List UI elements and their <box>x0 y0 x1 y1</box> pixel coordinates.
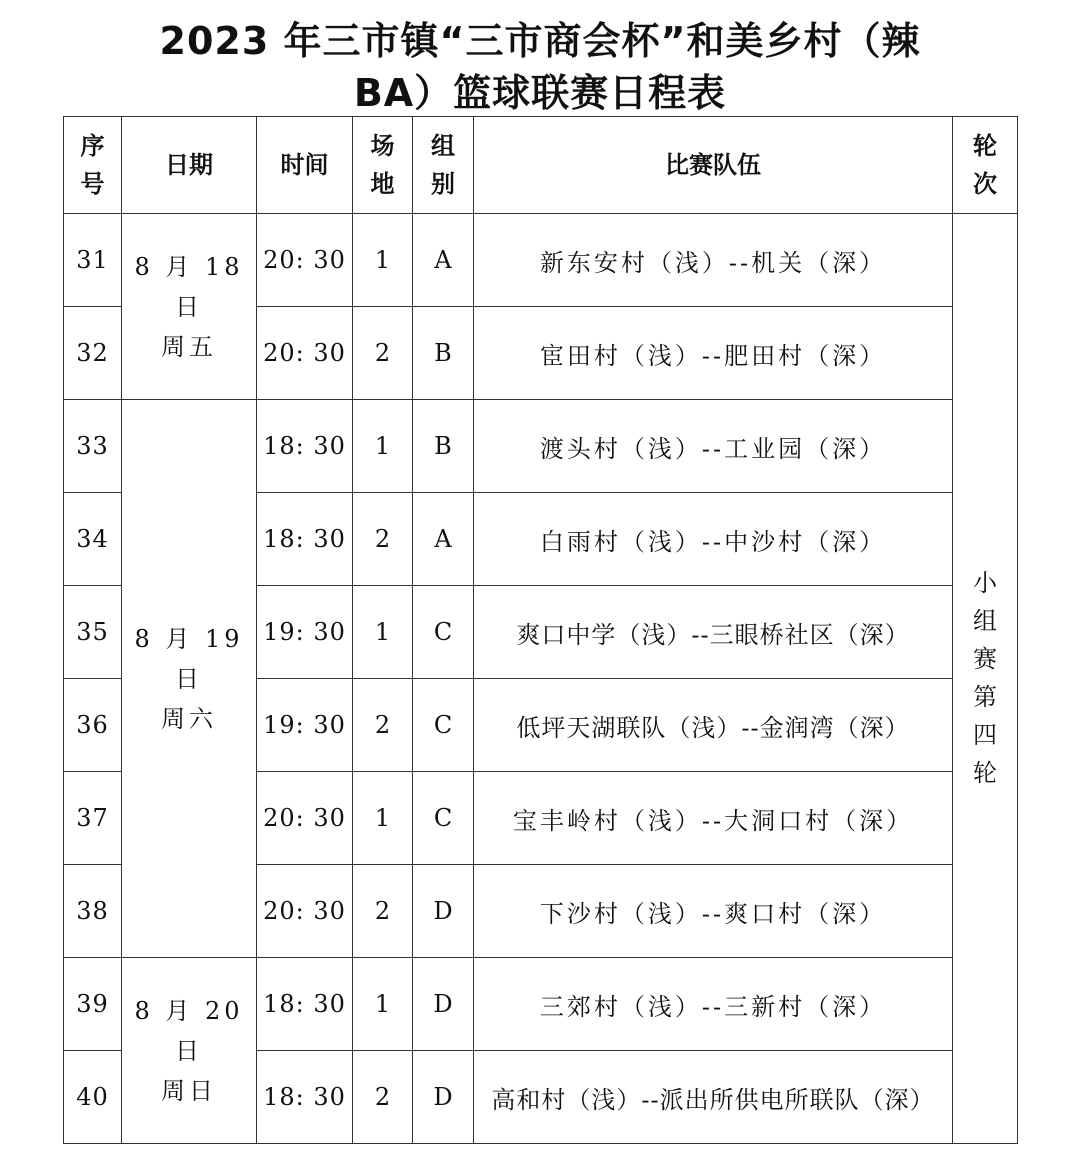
header-group: 组别 <box>413 117 474 214</box>
weekday-text: 周六 <box>161 704 217 733</box>
table-row <box>64 958 1018 1051</box>
table-row <box>64 400 1018 493</box>
seq-cell: 40 <box>64 1051 122 1144</box>
teams-cell: 爽口中学（浅）--三眼桥社区（深） <box>474 586 953 679</box>
venue-cell: 2 <box>353 493 413 586</box>
teams-cell: 白雨村（浅）--中沙村（深） <box>474 493 953 586</box>
teams-cell: 三郊村（浅）--三新村（深） <box>474 958 953 1051</box>
weekday-text: 周五 <box>161 332 217 361</box>
header-date: 日期 <box>122 117 257 214</box>
time-cell: 19: 30 <box>257 586 353 679</box>
venue-cell: 2 <box>353 1051 413 1144</box>
seq-cell: 33 <box>64 400 122 493</box>
table-row <box>64 214 1018 307</box>
seq-cell: 36 <box>64 679 122 772</box>
document-title-line-2: BA）篮球联赛日程表 <box>353 71 727 115</box>
header-teams: 比赛队伍 <box>474 117 953 214</box>
group-cell: D <box>413 1051 474 1144</box>
date-text: 8 月 19 日 <box>134 624 244 693</box>
weekday-text: 周日 <box>161 1076 217 1105</box>
document-title-line-1: 2023 年三市镇“三市商会杯”和美乡村（辣 <box>159 19 921 63</box>
group-cell: D <box>413 958 474 1051</box>
seq-cell: 38 <box>64 865 122 958</box>
venue-cell: 2 <box>353 307 413 400</box>
seq-cell: 35 <box>64 586 122 679</box>
date-text: 8 月 18 日 <box>134 252 244 321</box>
group-cell: C <box>413 772 474 865</box>
date-cell <box>122 400 257 958</box>
time-cell: 18: 30 <box>257 1051 353 1144</box>
teams-cell: 低坪天湖联队（浅）--金润湾（深） <box>474 679 953 772</box>
teams-cell: 宦田村（浅）--肥田村（深） <box>474 307 953 400</box>
seq-cell: 32 <box>64 307 122 400</box>
header-round: 轮次 <box>953 117 1018 214</box>
group-cell: A <box>413 493 474 586</box>
group-cell: D <box>413 865 474 958</box>
header-venue: 场地 <box>353 117 413 214</box>
time-cell: 20: 30 <box>257 772 353 865</box>
venue-cell: 1 <box>353 772 413 865</box>
date-text: 8 月 20 日 <box>134 996 244 1065</box>
venue-cell: 1 <box>353 214 413 307</box>
venue-cell: 1 <box>353 958 413 1051</box>
venue-cell: 1 <box>353 400 413 493</box>
group-cell: B <box>413 400 474 493</box>
teams-cell: 宝丰岭村（浅）--大洞口村（深） <box>474 772 953 865</box>
round-cell: 小组赛第四轮 <box>953 214 1018 1144</box>
teams-cell: 高和村（浅）--派出所供电所联队（深） <box>474 1051 953 1144</box>
teams-cell: 下沙村（浅）--爽口村（深） <box>474 865 953 958</box>
group-cell: C <box>413 679 474 772</box>
venue-cell: 2 <box>353 679 413 772</box>
header-time: 时间 <box>257 117 353 214</box>
table-header-row <box>64 117 1018 214</box>
seq-cell: 31 <box>64 214 122 307</box>
group-cell: C <box>413 586 474 679</box>
date-cell <box>122 214 257 400</box>
group-cell: B <box>413 307 474 400</box>
time-cell: 20: 30 <box>257 214 353 307</box>
time-cell: 18: 30 <box>257 493 353 586</box>
time-cell: 20: 30 <box>257 307 353 400</box>
date-cell <box>122 958 257 1144</box>
time-cell: 18: 30 <box>257 400 353 493</box>
time-cell: 19: 30 <box>257 679 353 772</box>
teams-cell: 新东安村（浅）--机关（深） <box>474 214 953 307</box>
schedule-table <box>63 116 1018 1144</box>
group-cell: A <box>413 214 474 307</box>
seq-cell: 34 <box>64 493 122 586</box>
teams-cell: 渡头村（浅）--工业园（深） <box>474 400 953 493</box>
time-cell: 20: 30 <box>257 865 353 958</box>
seq-cell: 37 <box>64 772 122 865</box>
seq-cell: 39 <box>64 958 122 1051</box>
venue-cell: 2 <box>353 865 413 958</box>
header-seq: 序号 <box>64 117 122 214</box>
venue-cell: 1 <box>353 586 413 679</box>
time-cell: 18: 30 <box>257 958 353 1051</box>
